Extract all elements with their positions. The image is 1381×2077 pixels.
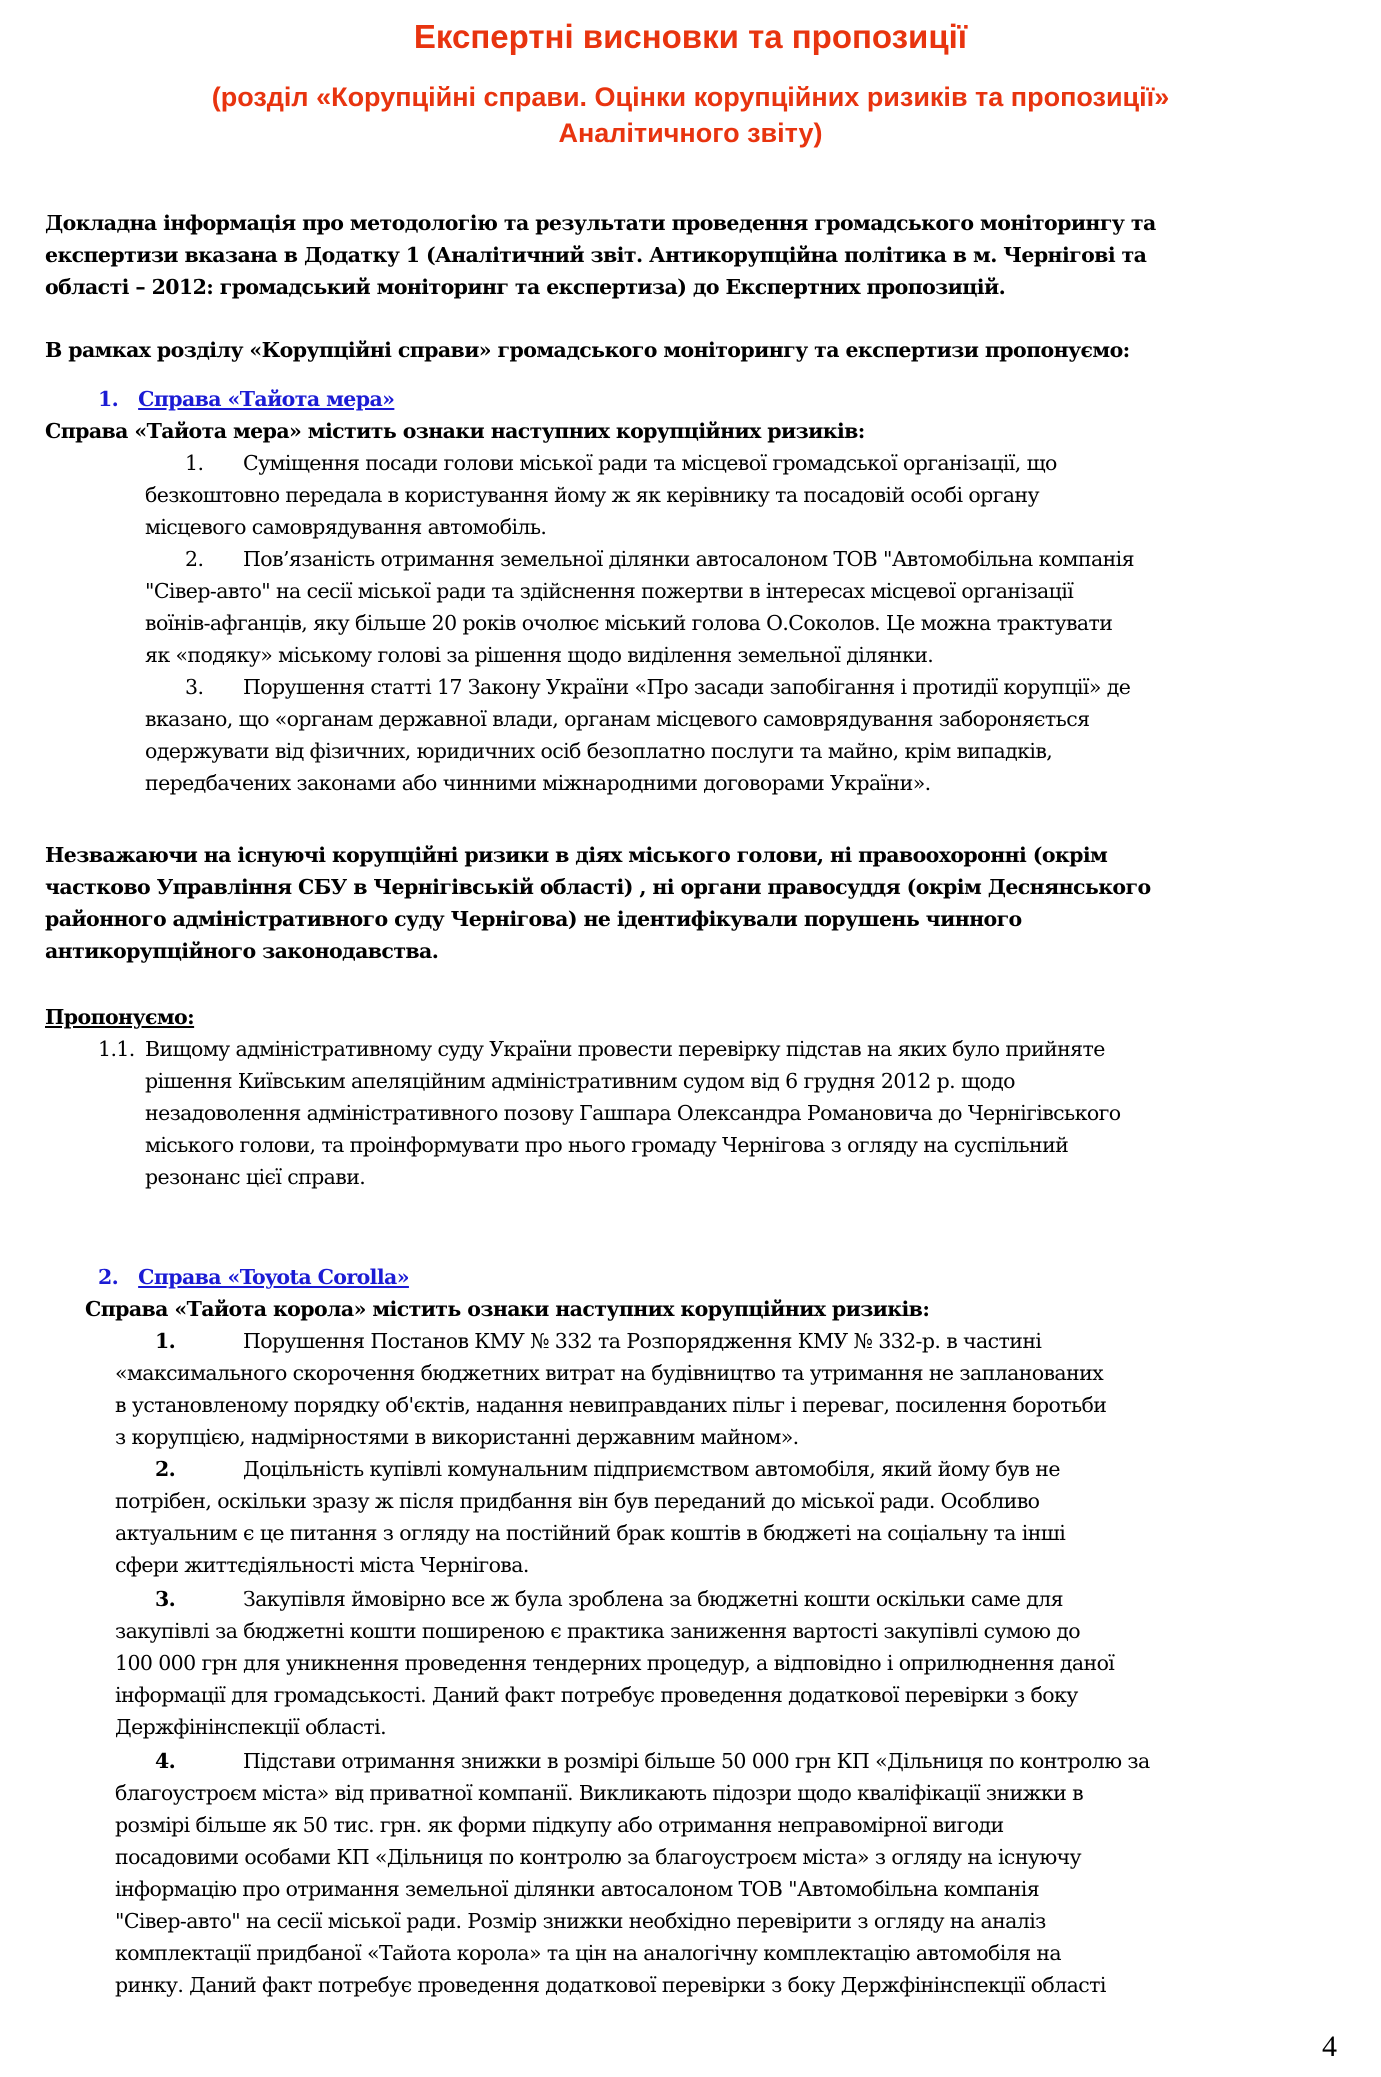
proposals-heading: Пропонуємо:: [45, 1005, 195, 1029]
case-2-link[interactable]: Справа «Toyota Corolla»: [138, 1265, 409, 1289]
proposal-1-1-line: незадоволення адміністративного позову Гашпара Олександра Романовича до Чернігівського: [145, 1101, 1121, 1125]
case-1-risk-3-line: вказано, що «органам державної влади, органам місцевого самоврядування забороняється: [145, 707, 1090, 731]
case-1-risk-3-line: Порушення статті 17 Закону України «Про засади запобігання і протидії корупції» де: [243, 675, 1131, 699]
page-title: Експертні висновки та пропозиції: [413, 18, 968, 55]
page-subtitle-line-2: Аналітичного звіту): [558, 118, 823, 148]
case-2-risk-4-line: комплектації придбаної «Тайота корола» та цін на аналогічну комплектацію автомобіля на: [115, 1941, 1062, 1965]
case-1-risk-1-number: 1.: [185, 451, 204, 475]
case-2-risk-4-line: посадовими особами КП «Дільниця по контролю за благоустроєм міста» з огляду на існуючу: [115, 1845, 1082, 1869]
case-1-conclusion-line: районного адміністративного суду Чернігова) не ідентифікували порушень чинного: [45, 907, 1022, 931]
case-2-risk-2-line: актуальним є це питання з огляду на постійний брак коштів в бюджеті на соціальну та інші: [115, 1521, 1066, 1545]
proposal-1-1-line: резонанс цієї справи.: [145, 1165, 366, 1189]
case-1-risks-heading: Справа «Тайота мера» містить ознаки наступних корупційних ризиків:: [45, 419, 865, 443]
case-2-number: 2.: [98, 1265, 119, 1289]
case-1-risk-3-line: одержувати від фізичних, юридичних осіб безоплатно послуги та майно, крім випадків,: [145, 739, 1053, 763]
case-1-risk-1-line: місцевого самоврядування автомобіль.: [145, 515, 547, 539]
case-1-risk-2-number: 2.: [185, 547, 204, 571]
case-2-risk-3-line: 100 000 грн для уникнення проведення тендерних процедур, а відповідно і оприлюднення даної: [115, 1651, 1115, 1675]
case-2-risk-3-line: Закупівля ймовірно все ж була зроблена за бюджетні кошти оскільки саме для: [243, 1587, 1063, 1611]
case-2-risk-2-line: сфери життєдіяльності міста Чернігова.: [115, 1553, 529, 1577]
case-1-risk-1-line: Суміщення посади голови міської ради та місцевої громадської організації, що: [243, 451, 1057, 475]
case-2-risk-3-line: інформації для громадськості. Даний факт потребує проведення додаткової перевірки з боку: [115, 1683, 1078, 1707]
case-2-risk-3-line: закупівлі за бюджетні кошти поширеною є практика заниження вартості закупівлі сумою до: [115, 1619, 1081, 1643]
case-2-risk-3-number: 3.: [155, 1587, 176, 1611]
case-1-link[interactable]: Справа «Тайота мера»: [138, 387, 395, 411]
case-1-conclusion-line: Незважаючи на існуючі корупційні ризики в діях міського голови, ні правоохоронні (окрім: [45, 843, 1108, 867]
case-2-risks-heading: Справа «Тайота корола» містить ознаки наступних корупційних ризиків:: [85, 1297, 930, 1321]
page-subtitle-line-1: (розділ «Корупційні справи. Оцінки корупційних ризиків та пропозиції»: [211, 82, 1170, 112]
case-2-heading: [98, 1261, 409, 1293]
case-2-risk-4-line: Підстави отримання знижки в розмірі більше 50 000 грн КП «Дільниця по контролю за: [243, 1749, 1150, 1773]
case-1-risk-2-line: Пов’язаність отримання земельної ділянки автосалоном ТОВ "Автомобільна компанія: [243, 547, 1134, 571]
intro-line: Докладна інформація про методологію та результати проведення громадського моніторингу та: [45, 211, 1156, 235]
proposal-1-1-line: рішення Київським апеляційним адміністративним судом від 6 грудня 2012 р. щодо: [145, 1069, 1015, 1093]
case-2-risk-4-line: "Сівер-авто" на сесії міської ради. Розмір знижки необхідно перевірити з огляду на аналіз: [115, 1909, 1046, 1933]
case-2-risk-4-line: розмірі більше як 50 тис. грн. як форми підкупу або отримання неправомірної вигоди: [115, 1813, 1004, 1837]
case-1-conclusion-line: антикорупційного законодавства.: [45, 939, 439, 963]
proposal-intro: В рамках розділу «Корупційні справи» громадського моніторингу та експертизи пропонуємо:: [45, 338, 1130, 362]
case-1-risk-2-line: "Сівер-авто" на сесії міської ради та здійснення пожертви в інтересах місцевої організації: [145, 579, 1074, 603]
case-1-number: 1.: [98, 387, 119, 411]
proposal-1-1-line: Вищому адміністративному суду України провести перевірку підстав на яких було прийняте: [145, 1037, 1105, 1061]
case-2-risk-4-line: ринку. Даний факт потребує проведення додаткової перевірки з боку Держфінінспекції області: [115, 1973, 1106, 1997]
case-2-risk-4-line: благоустроєм міста» від приватної компанії. Викликають підозри щодо кваліфікації знижки в: [115, 1781, 1084, 1805]
case-2-risk-1-number: 1.: [155, 1329, 176, 1353]
case-1-risk-1-line: безкоштовно передала в користування йому ж як керівнику та посадовій особі органу: [145, 483, 1039, 507]
intro-line: експертизи вказана в Додатку 1 (Аналітичний звіт. Антикорупційна політика в м. Чернігові та: [45, 243, 1147, 267]
case-1-risk-2-line: воїнів-афганців, яку більше 20 років очолює міський голова О.Соколов. Це можна трактувати: [145, 611, 1113, 635]
case-2-risk-2-line: Доцільність купівлі комунальним підприємством автомобіля, який йому був не: [243, 1457, 1060, 1481]
case-1-risk-3-number: 3.: [185, 675, 204, 699]
case-1-heading: [98, 383, 394, 415]
case-2-risk-2-line: потрібен, оскільки зразу ж після придбання він був переданий до міської ради. Особливо: [115, 1489, 1040, 1513]
case-1-risk-2-line: як «подяку» міському голові за рішення щодо виділення земельної ділянки.: [145, 643, 934, 667]
case-2-risk-1-line: в установленому порядку об'єктів, надання невиправданих пільг і переваг, посилення боротьби: [115, 1393, 1107, 1417]
case-2-risk-1-line: «максимального скорочення бюджетних витрат на будівництво та утримання не запланованих: [115, 1361, 1104, 1385]
proposal-1-1-line: міського голови, та проінформувати про нього громаду Чернігова з огляду на суспільний: [145, 1133, 1069, 1157]
case-2-risk-2-number: 2.: [155, 1457, 176, 1481]
case-2-risk-1-line: з корупцією, надмірностями в використанні державним майном».: [115, 1425, 799, 1449]
page-number: 4: [1322, 2030, 1337, 2063]
case-2-risk-4-line: інформацію про отримання земельної ділянки автосалоном ТОВ "Автомобільна компанія: [115, 1877, 1040, 1901]
case-2-risk-3-line: Держфінінспекції області.: [115, 1715, 386, 1739]
case-2-risk-1-line: Порушення Постанов КМУ № 332 та Розпорядження КМУ № 332-р. в частині: [243, 1329, 1042, 1353]
case-2-risk-4-number: 4.: [155, 1749, 176, 1773]
proposal-1-1-number: 1.1.: [98, 1037, 135, 1061]
case-1-conclusion-line: частково Управління СБУ в Чернігівській області) , ні органи правосуддя (окрім Деснянського: [45, 875, 1151, 899]
intro-line: області – 2012: громадський моніторинг та експертиза) до Експертних пропозицій.: [45, 275, 1006, 299]
case-1-risk-3-line: передбачених законами або чинними міжнародними договорами України».: [145, 771, 931, 795]
